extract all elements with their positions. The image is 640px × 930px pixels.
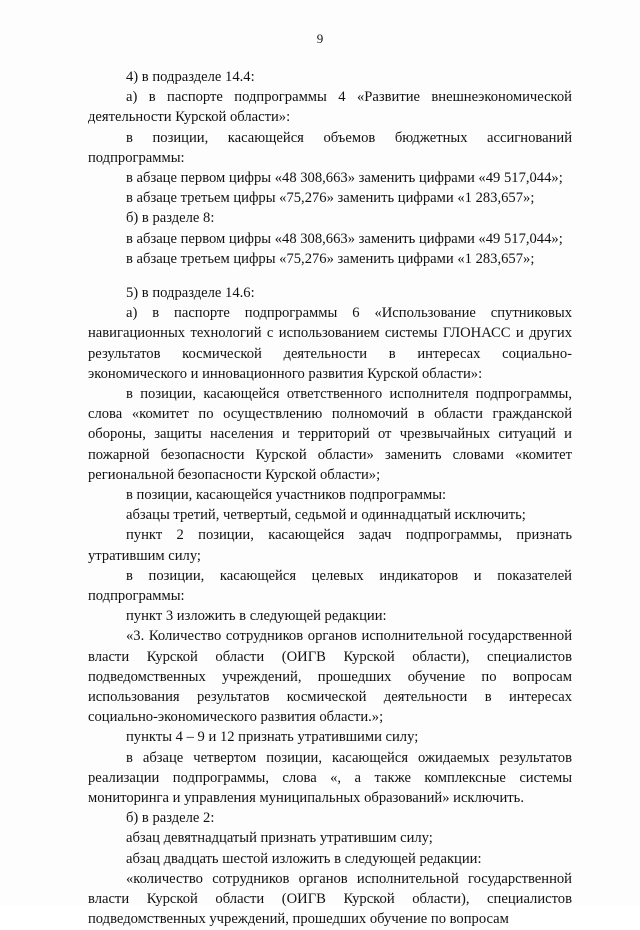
paragraph: в абзаце четвертом позиции, касающейся ожидаемых результатов реализации подпрограммы, слова «, а также комплексные системы мониторинга и управления муниципальных образований» исключить. <box>88 749 572 807</box>
paragraph: в позиции, касающейся ответственного исполнителя подпрограммы, слова «комитет по осуществлению полномочий в области гражданской обороны, защиты населения и территорий от чрезвычайных ситуаций и пожарной безопасности Курской области» заменить словами «комитет региональной безопасности Курской области»; <box>88 386 572 483</box>
section-5-block <box>88 283 572 930</box>
paragraph: в абзаце третьем цифры «75,276» заменить цифрами «1 283,657»; <box>126 190 535 207</box>
paragraph: а) в паспорте подпрограммы 6 «Использование спутниковых навигационных технологий с использованием системы ГЛОНАСС и других результатов космической деятельности в интересах социально-экономического и инновационного развития Курской области»: <box>88 305 572 382</box>
paragraph: б) в разделе 8: <box>126 210 215 227</box>
paragraph: в абзаце третьем цифры «75,276» заменить цифрами «1 283,657»; <box>126 250 535 267</box>
paragraph: а) в паспорте подпрограммы 4 «Развитие внешнеэкономической деятельности Курской области»: <box>88 89 572 126</box>
paragraph: «3. Количество сотрудников органов исполнительной государственной власти Курской области (ОИГВ Курской области), специалистов подведомственных учреждений, прошедших обучение по вопросам использования результатов космической деятельности в интересах социально-экономического развития области.»; <box>88 628 572 726</box>
paragraph: в позиции, касающейся целевых индикаторов и показателей подпрограммы: <box>88 567 572 605</box>
paragraph: 4) в подразделе 14.4: <box>126 69 255 85</box>
paragraph: абзац двадцать шестой изложить в следующей редакции: <box>126 850 482 867</box>
paragraph: в позиции, касающейся участников подпрограммы: <box>126 487 447 504</box>
paragraph: б) в разделе 2: <box>126 810 215 827</box>
page-number: 9 <box>316 31 324 46</box>
paragraph: абзац девятнадцатый признать утратившим силу; <box>126 830 433 847</box>
paragraph: пункт 3 изложить в следующей редакции: <box>126 608 387 625</box>
section-4-block <box>88 67 572 269</box>
paragraph: пункт 2 позиции, касающейся задач подпрограммы, признать утратившим силу; <box>88 527 572 564</box>
paragraph: пункты 4 – 9 и 12 признать утратившими силу; <box>126 729 419 746</box>
paragraph: 5) в подразделе 14.6: <box>126 285 255 301</box>
paragraph: в абзаце первом цифры «48 308,663» заменить цифрами «49 517,044»; <box>126 170 563 187</box>
paragraph: абзацы третий, четвертый, седьмой и одиннадцатый исключить; <box>126 507 526 524</box>
paragraph: в абзаце первом цифры «48 308,663» заменить цифрами «49 517,044»; <box>126 230 563 247</box>
paragraph: «количество сотрудников органов исполнительной государственной власти Курской области (ОИГВ Курской области), специалистов подведомственных учреждений, прошедших обучение по вопросам <box>88 870 572 928</box>
paragraph: в позиции, касающейся объемов бюджетных ассигнований подпрограммы: <box>88 129 572 166</box>
